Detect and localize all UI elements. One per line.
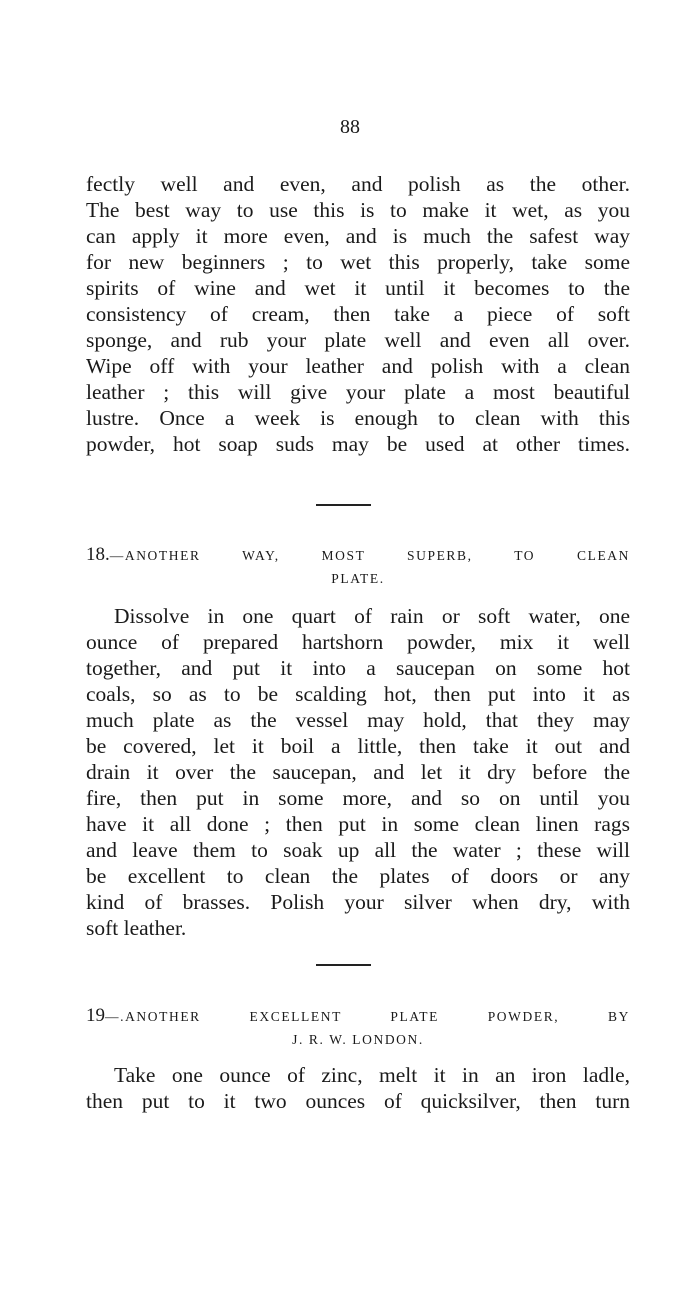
text-line: consistency of cream, then take a piece of soft <box>86 302 630 326</box>
text-line: for new beginners ; to wet this properly, take some <box>86 250 630 274</box>
text-line: together, and put it into a saucepan on some hot <box>86 656 630 680</box>
section-divider <box>316 504 371 506</box>
text-line: spirits of wine and wet it until it becomes to the <box>86 276 630 300</box>
text-line: then put to it two ounces of quicksilver, then turn <box>86 1089 630 1113</box>
heading-line: J. R. W. LONDON. <box>292 1032 424 1047</box>
text-line: Wipe off with your leather and polish with a clean <box>86 354 630 378</box>
text-line: and leave them to soak up all the water ; these will <box>86 838 630 862</box>
text-line: drain it over the saucepan, and let it dry before the <box>86 760 630 784</box>
heading-line <box>86 1004 630 1028</box>
text-line: fire, then put in some more, and so on until you <box>86 786 630 810</box>
text-line: have it all done ; then put in some clean linen rags <box>86 812 630 836</box>
paragraph-recipe-19 <box>86 1062 630 1114</box>
heading-line <box>86 543 630 567</box>
text-line: lustre. Once a week is enough to clean with this <box>86 406 630 430</box>
text-line: powder, hot soap suds may be used at other times. <box>86 432 630 456</box>
text-line: much plate as the vessel may hold, that they may <box>86 708 630 732</box>
text-line: kind of brasses. Polish your silver when dry, with <box>86 890 630 914</box>
heading-line: PLATE. <box>331 571 385 586</box>
recipe-heading-19 <box>86 1004 630 1052</box>
paragraph-continued <box>86 171 630 457</box>
paragraph-recipe-18 <box>86 603 630 941</box>
heading-text: —ANOTHER WAY, MOST SUPERB, TO CLEAN <box>109 548 630 563</box>
text-line: leather ; this will give your plate a most beautiful <box>86 380 630 404</box>
page-number: 88 <box>340 116 360 138</box>
heading-text: —.ANOTHER EXCELLENT PLATE POWDER, BY <box>105 1009 630 1024</box>
text-line: Dissolve in one quart of rain or soft water, one <box>114 604 630 628</box>
recipe-number: 19 <box>86 1005 105 1026</box>
text-line: ounce of prepared hartshorn powder, mix it well <box>86 630 630 654</box>
recipe-heading-18 <box>86 543 630 591</box>
text-line: can apply it more even, and is much the safest way <box>86 224 630 248</box>
text-line: coals, so as to be scalding hot, then put into it as <box>86 682 630 706</box>
text-line: fectly well and even, and polish as the other. <box>86 172 630 196</box>
text-line: Take one ounce of zinc, melt it in an iron ladle, <box>114 1063 630 1087</box>
section-divider <box>316 964 371 966</box>
text-line: be covered, let it boil a little, then take it out and <box>86 734 630 758</box>
text-line: sponge, and rub your plate well and even all over. <box>86 328 630 352</box>
text-line: soft leather. <box>86 916 187 940</box>
text-line: The best way to use this is to make it wet, as you <box>86 198 630 222</box>
recipe-number: 18. <box>86 544 110 565</box>
text-line: be excellent to clean the plates of doors or any <box>86 864 630 888</box>
